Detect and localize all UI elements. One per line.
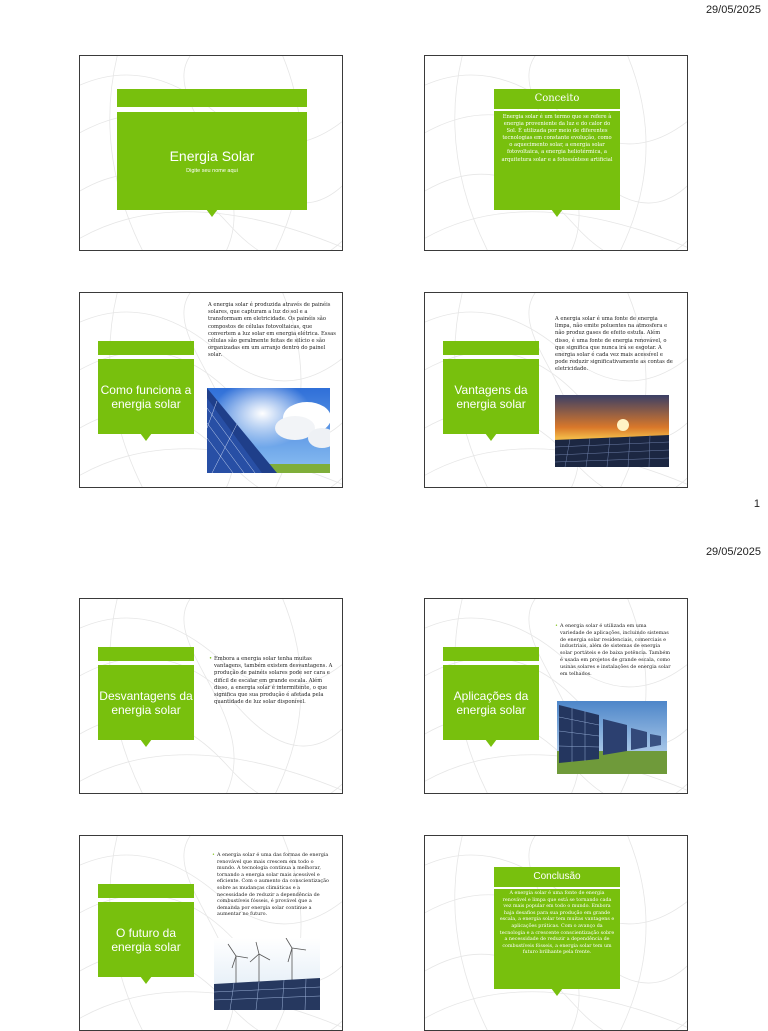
slide-7-thumbnail[interactable] [79, 835, 343, 1031]
solar-wind-image [214, 938, 320, 1010]
title-accent-strip [98, 341, 194, 355]
slide-title: Vantagens da energia solar [454, 382, 528, 411]
solar-panel-sky-image [207, 388, 330, 473]
slide-8-thumbnail[interactable] [424, 835, 688, 1031]
slide-subtitle: Digite seu nome aqui [186, 168, 238, 174]
callout-pointer [206, 209, 218, 217]
slide-title: Como funciona a energia solar [100, 382, 192, 411]
slide-text: A energia solar é produzida através de painéis solares, que capturam a luz do sol e a transformam em eletricidade. Os painéis são compostos de células fotovoltaicas, que convertem a luz solar em energia elétrica. Essas células são geralmente feitas de silício e são organizadas em um arranjo dentro do painel solar. [208, 302, 336, 359]
title-box [98, 665, 194, 740]
content-box [494, 889, 620, 989]
title-accent-strip [443, 341, 539, 355]
title-accent-strip [98, 647, 194, 661]
slide-6-thumbnail[interactable] [424, 598, 688, 794]
slide-title: O futuro da energia solar [111, 925, 181, 954]
page-1-date: 29/05/2025 [705, 4, 761, 16]
slide-text: A energia solar é uma fonte de energia limpa, não emite poluentes na atmosfera e não produz gases de efeito estufa. Além disso, é uma fonte de energia renovável, o que significa que nunca irá se esgotar. A energia solar é cada vez mais acessível e pode reduzir significativamente as contas de eletricidade. [555, 316, 673, 373]
title-accent-strip [117, 89, 307, 107]
slide-1-thumbnail[interactable] [79, 55, 343, 251]
slide-bullet-text: • A energia solar é uma das formas de energia renovável que mais crescem em todo o mundo. A tecnologia continua a melhorar, tornando a energia solar mais acessível e eficiente. Com o aumento da conscientização sobre as mudanças climáticas e a necessidade de reduzir a dependência de combustíveis fósseis, é provável que a demanda por energia solar continue a aumentar no futuro. [217, 852, 329, 918]
callout-pointer [551, 209, 563, 217]
callout-pointer [140, 433, 152, 441]
title-box [494, 89, 620, 109]
title-box [443, 665, 539, 740]
slide-2-thumbnail[interactable] [424, 55, 688, 251]
title-box [117, 112, 307, 210]
slide-title: Conceito [534, 93, 580, 104]
slide-title: Desvantagens da energia solar [99, 688, 193, 717]
solar-sunset-image [555, 395, 669, 467]
callout-pointer [140, 739, 152, 747]
slide-bullet-text: • Embora a energia solar tenha muitas vantagens, também existem desvantagens. A produção de painéis solares pode ser cara e difícil de escalar em grande escala. Além disso, a energia solar é intermitente, o que significa que sua produção é afetada pela quantidade de luz solar disponível. [214, 656, 336, 706]
slide-4-thumbnail[interactable] [424, 292, 688, 488]
title-accent-strip [98, 884, 194, 898]
title-box [98, 902, 194, 977]
title-box [494, 867, 620, 887]
page-1-number: 1 [753, 498, 760, 510]
callout-pointer [551, 988, 563, 996]
slide-title: Conclusão [533, 871, 581, 882]
page-2-date: 29/05/2025 [705, 546, 761, 558]
slide-text: Energia solar é um termo que se refere à energia proveniente da luz e do calor do Sol. É utilizada por meio de diferentes tecnologias em constante evolução, como o aquecimento solar, a energia solar fotovoltaica, a energia heliotérmica, a arquitetura solar e a fotossíntese artificial [501, 114, 613, 163]
slide-3-thumbnail[interactable] [79, 292, 343, 488]
callout-pointer [485, 739, 497, 747]
solar-farm-image [557, 701, 667, 774]
title-accent-strip [443, 647, 539, 661]
callout-pointer [140, 976, 152, 984]
slide-bullet-text: • A energia solar é utilizada em uma variedade de aplicações, incluindo sistemas de energia solar residenciais, comerciais e industriais, além de sistemas de energia solar portáteis e de baixa potência. Também é usada em projetos de grande escala, como usinas solares e instalações de energia solar em telhados. [560, 623, 672, 677]
slide-title: Aplicações da energia solar [453, 688, 529, 717]
content-box [494, 111, 620, 210]
callout-pointer [485, 433, 497, 441]
slide-title: Energia Solar [169, 148, 255, 164]
slide-5-thumbnail[interactable] [79, 598, 343, 794]
slide-text: A energia solar é uma fonte de energia renovável e limpa que está se tornando cada vez mais popular em todo o mundo. Embora haja desafios para sua produção em grande escala, a energia solar tem muitas vantagens e aplicações práticas. Com o avanço da tecnologia e a crescente conscientização sobre a necessidade de reduzir a dependência de combustíveis fósseis, a energia solar tem um futuro brilhante pela frente. [499, 891, 615, 956]
title-box [443, 359, 539, 434]
title-box [98, 359, 194, 434]
